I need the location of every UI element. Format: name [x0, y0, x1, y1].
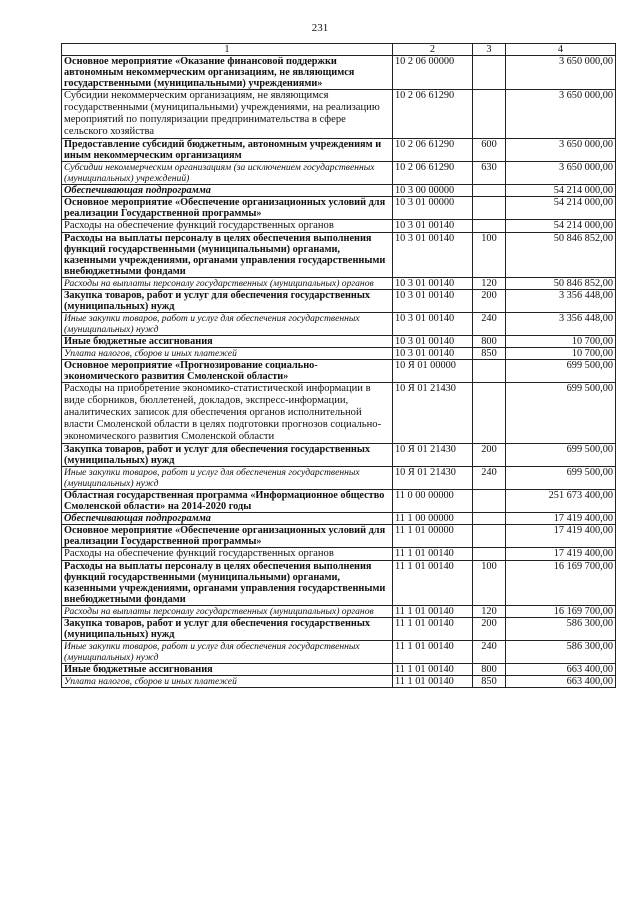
- row-code: 10 3 01 00140: [393, 336, 473, 348]
- row-type: [473, 383, 506, 444]
- row-name: Субсидии некоммерческим организациям (за исключением государственных (муниципальных) учреждений): [62, 162, 393, 185]
- row-name: Закупка товаров, работ и услуг для обеспечения государственных (муниципальных) нужд: [62, 444, 393, 467]
- row-name: Основное мероприятие «Прогнозирование социально-экономического развития Смоленской области»: [62, 360, 393, 383]
- row-code: 10 3 01 00140: [393, 233, 473, 278]
- row-type: 850: [473, 676, 506, 688]
- row-type: [473, 490, 506, 513]
- table-row: [62, 290, 616, 313]
- row-code: 10 2 06 00000: [393, 56, 473, 90]
- row-type: [473, 548, 506, 561]
- row-type: 800: [473, 664, 506, 676]
- row-sum: 586 300,00: [506, 641, 616, 664]
- table-row: [62, 467, 616, 490]
- row-type: [473, 220, 506, 233]
- row-name: Предоставление субсидий бюджетным, автономным учреждениям и иным некоммерческим организациям: [62, 139, 393, 162]
- row-type: 630: [473, 162, 506, 185]
- row-sum: 17 419 400,00: [506, 548, 616, 561]
- row-type: 100: [473, 561, 506, 606]
- table-row: [62, 278, 616, 290]
- row-sum: 50 846 852,00: [506, 278, 616, 290]
- row-sum: 3 650 000,00: [506, 56, 616, 90]
- row-code: 10 3 01 00000: [393, 197, 473, 220]
- row-sum: 699 500,00: [506, 467, 616, 490]
- table-row: [62, 444, 616, 467]
- row-code: 11 1 01 00140: [393, 606, 473, 618]
- row-code: 10 Я 01 00000: [393, 360, 473, 383]
- row-code: 10 2 06 61290: [393, 162, 473, 185]
- row-sum: 16 169 700,00: [506, 561, 616, 606]
- table-row: [62, 525, 616, 548]
- row-name: Обеспечивающая подпрограмма: [62, 185, 393, 197]
- row-sum: 50 846 852,00: [506, 233, 616, 278]
- row-sum: 251 673 400,00: [506, 490, 616, 513]
- table-row: [62, 618, 616, 641]
- row-code: 10 3 01 00140: [393, 313, 473, 336]
- row-type: 850: [473, 348, 506, 360]
- row-sum: 54 214 000,00: [506, 197, 616, 220]
- row-name: Расходы на обеспечение функций государственных органов: [62, 548, 393, 561]
- row-sum: 586 300,00: [506, 618, 616, 641]
- row-type: [473, 56, 506, 90]
- row-sum: 3 650 000,00: [506, 90, 616, 139]
- row-name: Расходы на выплаты персоналу государственных (муниципальных) органов: [62, 606, 393, 618]
- row-type: 240: [473, 641, 506, 664]
- row-type: 200: [473, 618, 506, 641]
- table-row: [62, 664, 616, 676]
- row-sum: 699 500,00: [506, 444, 616, 467]
- row-code: 10 Я 01 21430: [393, 444, 473, 467]
- row-code: 10 3 00 00000: [393, 185, 473, 197]
- row-type: [473, 525, 506, 548]
- row-name: Иные закупки товаров, работ и услуг для обеспечения государственных (муниципальных) нужд: [62, 467, 393, 490]
- row-name: Расходы на выплаты персоналу в целях обеспечения выполнения функций государственными (муниципальными) органами, казенными учреждениями, органами управления государственными внебюджетными фондами: [62, 561, 393, 606]
- row-name: Уплата налогов, сборов и иных платежей: [62, 676, 393, 688]
- table-row: [62, 348, 616, 360]
- row-name: Основное мероприятие «Оказание финансовой поддержки автономным некоммерческим организациям, не являющимся государственными (муниципальными) учреждениями»: [62, 56, 393, 90]
- row-type: 200: [473, 290, 506, 313]
- row-sum: 54 214 000,00: [506, 220, 616, 233]
- row-code: 11 1 01 00000: [393, 525, 473, 548]
- page-number: 231: [311, 22, 329, 34]
- row-sum: 54 214 000,00: [506, 185, 616, 197]
- row-name: Закупка товаров, работ и услуг для обеспечения государственных (муниципальных) нужд: [62, 290, 393, 313]
- table-row: [62, 313, 616, 336]
- row-name: Расходы на приобретение экономико-статистической информации в виде сборников, бюллетеней, докладов, экспресс-информации, аналитических записок для обеспечения органов исполнительной власти Смоленской области в целях подготовки прогнозов социально-экономического развития Смоленской области: [62, 383, 393, 444]
- row-name: Областная государственная программа «Информационное общество Смоленской области» на 2014-2020 годы: [62, 490, 393, 513]
- row-type: [473, 197, 506, 220]
- row-code: 11 1 01 00140: [393, 561, 473, 606]
- table-row: [62, 606, 616, 618]
- row-code: 10 2 06 61290: [393, 90, 473, 139]
- row-name: Иные бюджетные ассигнования: [62, 664, 393, 676]
- row-type: [473, 360, 506, 383]
- row-code: 10 Я 01 21430: [393, 467, 473, 490]
- row-name: Иные закупки товаров, работ и услуг для обеспечения государственных (муниципальных) нужд: [62, 313, 393, 336]
- row-type: 600: [473, 139, 506, 162]
- table-row: [62, 220, 616, 233]
- row-sum: 3 650 000,00: [506, 162, 616, 185]
- row-type: 800: [473, 336, 506, 348]
- row-type: 200: [473, 444, 506, 467]
- row-sum: 663 400,00: [506, 676, 616, 688]
- table-row: [62, 561, 616, 606]
- row-name: Обеспечивающая подпрограмма: [62, 513, 393, 525]
- table-row: [62, 548, 616, 561]
- row-name: Закупка товаров, работ и услуг для обеспечения государственных (муниципальных) нужд: [62, 618, 393, 641]
- row-name: Расходы на выплаты персоналу в целях обеспечения выполнения функций государственными (муниципальными) органами, казенными учреждениями, органами управления государственными внебюджетными фондами: [62, 233, 393, 278]
- row-code: 10 3 01 00140: [393, 348, 473, 360]
- row-type: [473, 90, 506, 139]
- row-name: Иные бюджетные ассигнования: [62, 336, 393, 348]
- row-type: [473, 185, 506, 197]
- row-sum: 699 500,00: [506, 383, 616, 444]
- row-sum: 3 650 000,00: [506, 139, 616, 162]
- row-name: Основное мероприятие «Обеспечение организационных условий для реализации Государственной программы»: [62, 197, 393, 220]
- table-row: [62, 513, 616, 525]
- row-code: 10 3 01 00140: [393, 220, 473, 233]
- row-sum: 699 500,00: [506, 360, 616, 383]
- row-name: Субсидии некоммерческим организациям, не являющимся государственными (муниципальными) учреждениями, на реализацию мероприятий по популяризации предпринимательства в сфере сельского хозяйства: [62, 90, 393, 139]
- table-row: [62, 383, 616, 444]
- table-row: [62, 90, 616, 139]
- row-code: 11 1 01 00140: [393, 618, 473, 641]
- row-name: Расходы на выплаты персоналу государственных (муниципальных) органов: [62, 278, 393, 290]
- table-row: [62, 360, 616, 383]
- row-name: Основное мероприятие «Обеспечение организационных условий для реализации Государственной программы»: [62, 525, 393, 548]
- table-header-row: [62, 44, 616, 56]
- row-name: Уплата налогов, сборов и иных платежей: [62, 348, 393, 360]
- row-code: 10 2 06 61290: [393, 139, 473, 162]
- column-header-sum: 4: [506, 44, 616, 56]
- table-row: [62, 233, 616, 278]
- table-row: [62, 56, 616, 90]
- row-sum: 10 700,00: [506, 348, 616, 360]
- row-type: [473, 513, 506, 525]
- row-name: Расходы на обеспечение функций государственных органов: [62, 220, 393, 233]
- row-sum: 3 356 448,00: [506, 313, 616, 336]
- row-sum: 3 356 448,00: [506, 290, 616, 313]
- row-code: 10 3 01 00140: [393, 278, 473, 290]
- column-header-name: 1: [62, 44, 393, 56]
- row-sum: 17 419 400,00: [506, 525, 616, 548]
- row-type: 240: [473, 313, 506, 336]
- row-sum: 16 169 700,00: [506, 606, 616, 618]
- row-sum: 10 700,00: [506, 336, 616, 348]
- table-row: [62, 139, 616, 162]
- row-type: 240: [473, 467, 506, 490]
- table-row: [62, 162, 616, 185]
- budget-table: [61, 43, 616, 688]
- table-row: [62, 336, 616, 348]
- table-row: [62, 490, 616, 513]
- row-code: 11 0 00 00000: [393, 490, 473, 513]
- row-code: 10 Я 01 21430: [393, 383, 473, 444]
- row-sum: 663 400,00: [506, 664, 616, 676]
- table-row: [62, 676, 616, 688]
- row-code: 10 3 01 00140: [393, 290, 473, 313]
- row-type: 120: [473, 606, 506, 618]
- row-type: 120: [473, 278, 506, 290]
- table-row: [62, 185, 616, 197]
- row-code: 11 1 01 00140: [393, 664, 473, 676]
- row-code: 11 1 01 00140: [393, 641, 473, 664]
- row-code: 11 1 01 00140: [393, 548, 473, 561]
- row-code: 11 1 01 00140: [393, 676, 473, 688]
- row-code: 11 1 00 00000: [393, 513, 473, 525]
- table-row: [62, 641, 616, 664]
- table-body: [62, 56, 616, 688]
- row-name: Иные закупки товаров, работ и услуг для обеспечения государственных (муниципальных) нужд: [62, 641, 393, 664]
- column-header-code: 2: [393, 44, 473, 56]
- column-header-type: 3: [473, 44, 506, 56]
- row-type: 100: [473, 233, 506, 278]
- table-row: [62, 197, 616, 220]
- row-sum: 17 419 400,00: [506, 513, 616, 525]
